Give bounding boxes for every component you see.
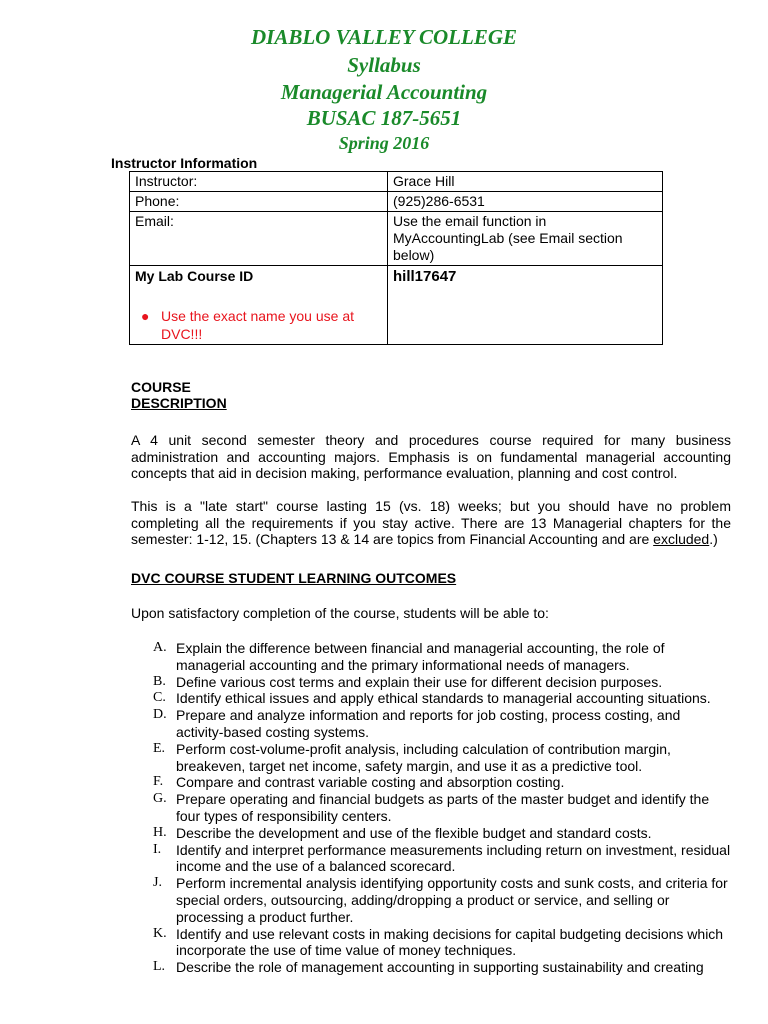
para2-text: This is a "late start" course lasting 15 (vs. 18) weeks; but you should have no problem completing all the requirements if you stay active. There are 13 Managerial chapters for the semester: 1-12, 15. (Chapters 13 & 14 are topics from Financial Accounting and are (131, 498, 731, 547)
item-letter: J. (153, 875, 162, 891)
list-item (131, 926, 731, 960)
excluded-word: excluded (653, 531, 710, 547)
item-text: Describe the role of management accounting in supporting sustainability and creating (176, 959, 704, 976)
instructor-table (129, 171, 663, 345)
list-item (131, 690, 731, 707)
list-item (131, 774, 731, 791)
item-letter: I. (153, 841, 162, 857)
lab-course-id-cell (388, 266, 663, 345)
heading-line-1: COURSE (131, 379, 191, 395)
course-title: Managerial Accounting (280, 80, 488, 104)
item-text: Perform cost-volume-profit analysis, including calculation of contribution margin, breakeven, target net income, safety margin, and use it as a predictive tool. (176, 740, 671, 774)
item-text: Perform incremental analysis identifying opportunity costs and sunk costs, and criteria for special orders, outsourcing, adding/dropping a product or service, and selling or processing a product further. (176, 875, 728, 925)
list-item (131, 741, 731, 775)
instructor-info-heading: Instructor Information (111, 155, 258, 171)
lab-course-id: hill17647 (393, 268, 457, 285)
description-paragraph-2 (131, 498, 731, 548)
item-text: Identify ethical issues and apply ethical standards to managerial accounting situations. (176, 690, 711, 707)
instructor-label: Instructor: (130, 172, 388, 192)
item-text: Describe the development and use of the flexible budget and standard costs. (176, 824, 652, 841)
item-letter: L. (153, 959, 166, 975)
bullet-icon: ● (141, 308, 150, 324)
outcomes-heading: DVC COURSE STUDENT LEARNING OUTCOMES (131, 570, 457, 586)
list-item (131, 842, 731, 876)
item-letter: G. (153, 791, 167, 807)
item-letter: B. (153, 673, 166, 689)
item-letter: K. (153, 925, 167, 941)
table-row (130, 172, 663, 192)
item-letter: D. (153, 707, 167, 723)
heading-line-2: DESCRIPTION (131, 395, 227, 411)
lab-course-label: My Lab Course ID (135, 268, 254, 284)
email-label: Email: (130, 212, 388, 266)
item-letter: E. (153, 740, 166, 756)
course-code: BUSAC 187-5651 (306, 106, 462, 130)
document-type: Syllabus (347, 53, 421, 77)
list-item (131, 707, 731, 741)
item-letter: H. (153, 824, 167, 840)
instructor-value: Grace Hill (388, 172, 663, 192)
item-text: Prepare and analyze information and reports for job costing, process costing, and activity-based costing systems. (176, 707, 681, 740)
item-text: Prepare operating and financial budgets as parts of the master budget and identify the four types of responsibility centers. (176, 791, 710, 824)
lab-note (141, 307, 381, 343)
item-letter: A. (153, 640, 167, 655)
term: Spring 2016 (338, 133, 430, 153)
outcomes-list (131, 640, 731, 976)
list-item (131, 875, 731, 925)
table-row (130, 192, 663, 212)
outcomes-intro: Upon satisfactory completion of the course, students will be able to: (131, 605, 549, 621)
phone-value: (925)286-6531 (388, 192, 663, 212)
list-item (131, 825, 731, 842)
table-row (130, 266, 663, 345)
description-paragraph-1: A 4 unit second semester theory and procedures course required for many business administration and accounting majors. Emphasis is on fundamental managerial accounting concepts that aid in decision making, performance evaluation, planning and cost control. (131, 432, 731, 481)
phone-label: Phone: (130, 192, 388, 212)
email-value: Use the email function in MyAccountingLab (see Email section below) (388, 212, 663, 266)
item-text: Compare and contrast variable costing and absorption costing. (176, 774, 565, 791)
item-letter: C. (153, 690, 166, 706)
list-item (131, 791, 731, 825)
list-item (131, 640, 731, 674)
course-description-heading (131, 379, 227, 411)
item-letter: F. (153, 774, 164, 790)
list-item (131, 674, 731, 691)
item-text: Identify and interpret performance measurements including return on investment, residual income and the use of a balanced scorecard. (176, 841, 731, 875)
college-name: DIABLO VALLEY COLLEGE (250, 25, 518, 49)
item-text: Explain the difference between financial and managerial accounting, the role of managerial accounting and the primary informational needs of managers. (176, 640, 665, 673)
para2-end: .) (709, 531, 718, 547)
lab-course-cell (130, 266, 388, 345)
table-row (130, 212, 663, 266)
item-text: Identify and use relevant costs in making decisions for capital budgeting decisions which incorporate the use of time value of money techniques. (176, 925, 724, 959)
list-item (131, 959, 731, 976)
item-text: Define various cost terms and explain their use for different decision purposes. (176, 673, 663, 690)
lab-note-text: Use the exact name you use at DVC!!! (161, 308, 354, 342)
